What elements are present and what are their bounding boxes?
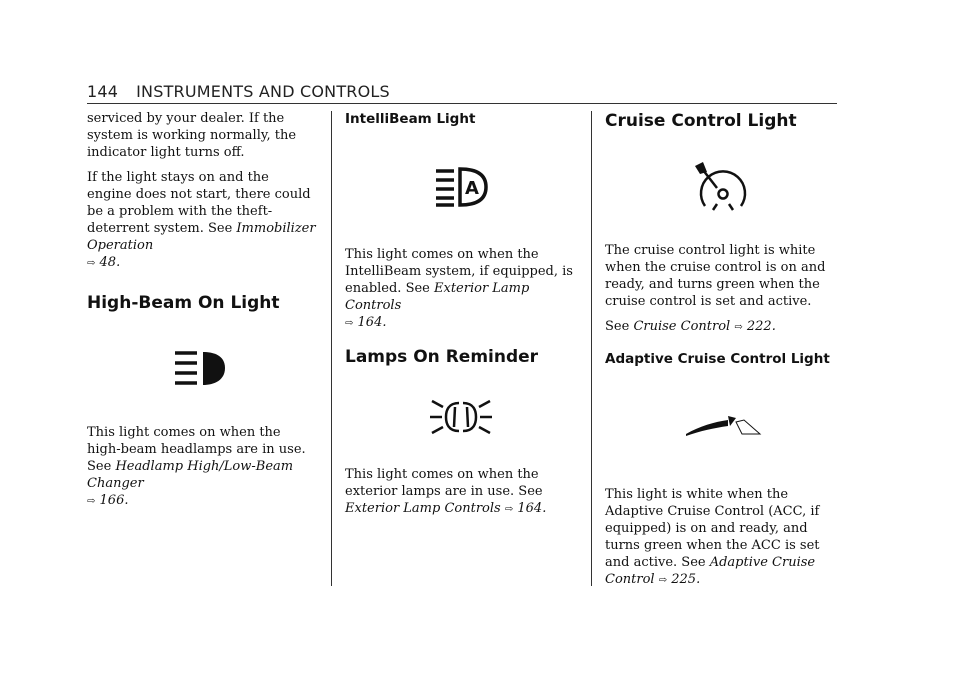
column-2 [345,110,577,526]
adaptive-cruise-icon [605,368,840,486]
section-title: INSTRUMENTS AND CONTROLS [136,82,390,101]
page-ref[interactable]: 164 [357,315,383,330]
page-ref[interactable]: 222 [746,319,772,334]
exterior-lamp-link[interactable]: Exterior Lamp Controls [345,281,530,313]
lamps-on-heading: Lamps On Reminder [345,347,539,367]
paragraph-cruise-see: See Cruise Control ⇨ 222. [605,319,776,334]
intellibeam-icon [345,128,577,246]
headlamp-changer-link[interactable]: Headlamp High/Low-Beam Changer [87,459,294,491]
page-ref[interactable]: 225 [671,572,697,587]
page-header [87,82,837,101]
paragraph-service: serviced by your dealer. If the system is working normally, the indicator light turns off. [87,111,297,160]
page-ref-arrow-icon: ⇨ [658,575,668,586]
adaptive-cruise-heading: Adaptive Cruise Control Light [605,351,830,367]
intellibeam-heading: IntelliBeam Light [345,111,476,127]
immobilizer-link[interactable]: Immobilizer Operation [87,221,316,253]
column-divider-1 [331,111,332,586]
paragraph-intellibeam: This light comes on when the IntelliBeam system, if equipped, is enabled. See Exterior Lamp Controls ⇨ 164. [345,247,573,330]
column-divider-2 [591,111,592,586]
lamps-on-icon [345,368,577,466]
page-ref-arrow-icon: ⇨ [734,322,743,333]
adaptive-cruise-link[interactable]: Adaptive Cruise Control [605,555,816,587]
paragraph-cruise: The cruise control light is white when the cruise control is on and ready, and turns green when the cruise control is set and active. [605,243,826,309]
page-ref[interactable]: 166 [99,493,125,508]
paragraph-lamps-on: This light comes on when the exterior lamps are in use. See Exterior Lamp Controls ⇨ 164. [345,467,547,516]
paragraph-theft: If the light stays on and the engine does not start, there could be a problem with the theft-deterrent system. See Immobilizer Operation ⇨ 48. [87,170,316,270]
paragraph-adaptive: This light is white when the Adaptive Cruise Control (ACC, if equipped) is on and ready, and turns green when the ACC is set and active. See Adaptive Cruise Control ⇨ 225. [605,487,820,587]
exterior-lamp-link[interactable]: Exterior Lamp Controls [345,501,501,516]
svg-text:A: A [465,178,479,199]
header-rule [87,103,837,104]
column-3 [605,110,840,597]
cruise-control-link[interactable]: Cruise Control [633,319,731,334]
page-ref-arrow-icon: ⇨ [504,504,514,515]
high-beam-heading: High-Beam On Light [87,293,280,313]
page-ref-arrow-icon: ⇨ [87,496,96,507]
column-1 [87,110,317,518]
page-ref-arrow-icon: ⇨ [345,318,354,329]
page-ref[interactable]: 48 [99,255,117,270]
page-number: 144 [87,82,119,101]
high-beam-icon [87,314,317,424]
page-ref[interactable]: 164 [517,501,543,516]
cruise-control-icon [605,132,840,242]
cruise-control-heading: Cruise Control Light [605,111,797,131]
page-ref-arrow-icon: ⇨ [87,258,96,269]
paragraph-high-beam: This light comes on when the high-beam headlamps are in use. See Headlamp High/Low-Beam Changer ⇨ 166. [87,425,306,508]
